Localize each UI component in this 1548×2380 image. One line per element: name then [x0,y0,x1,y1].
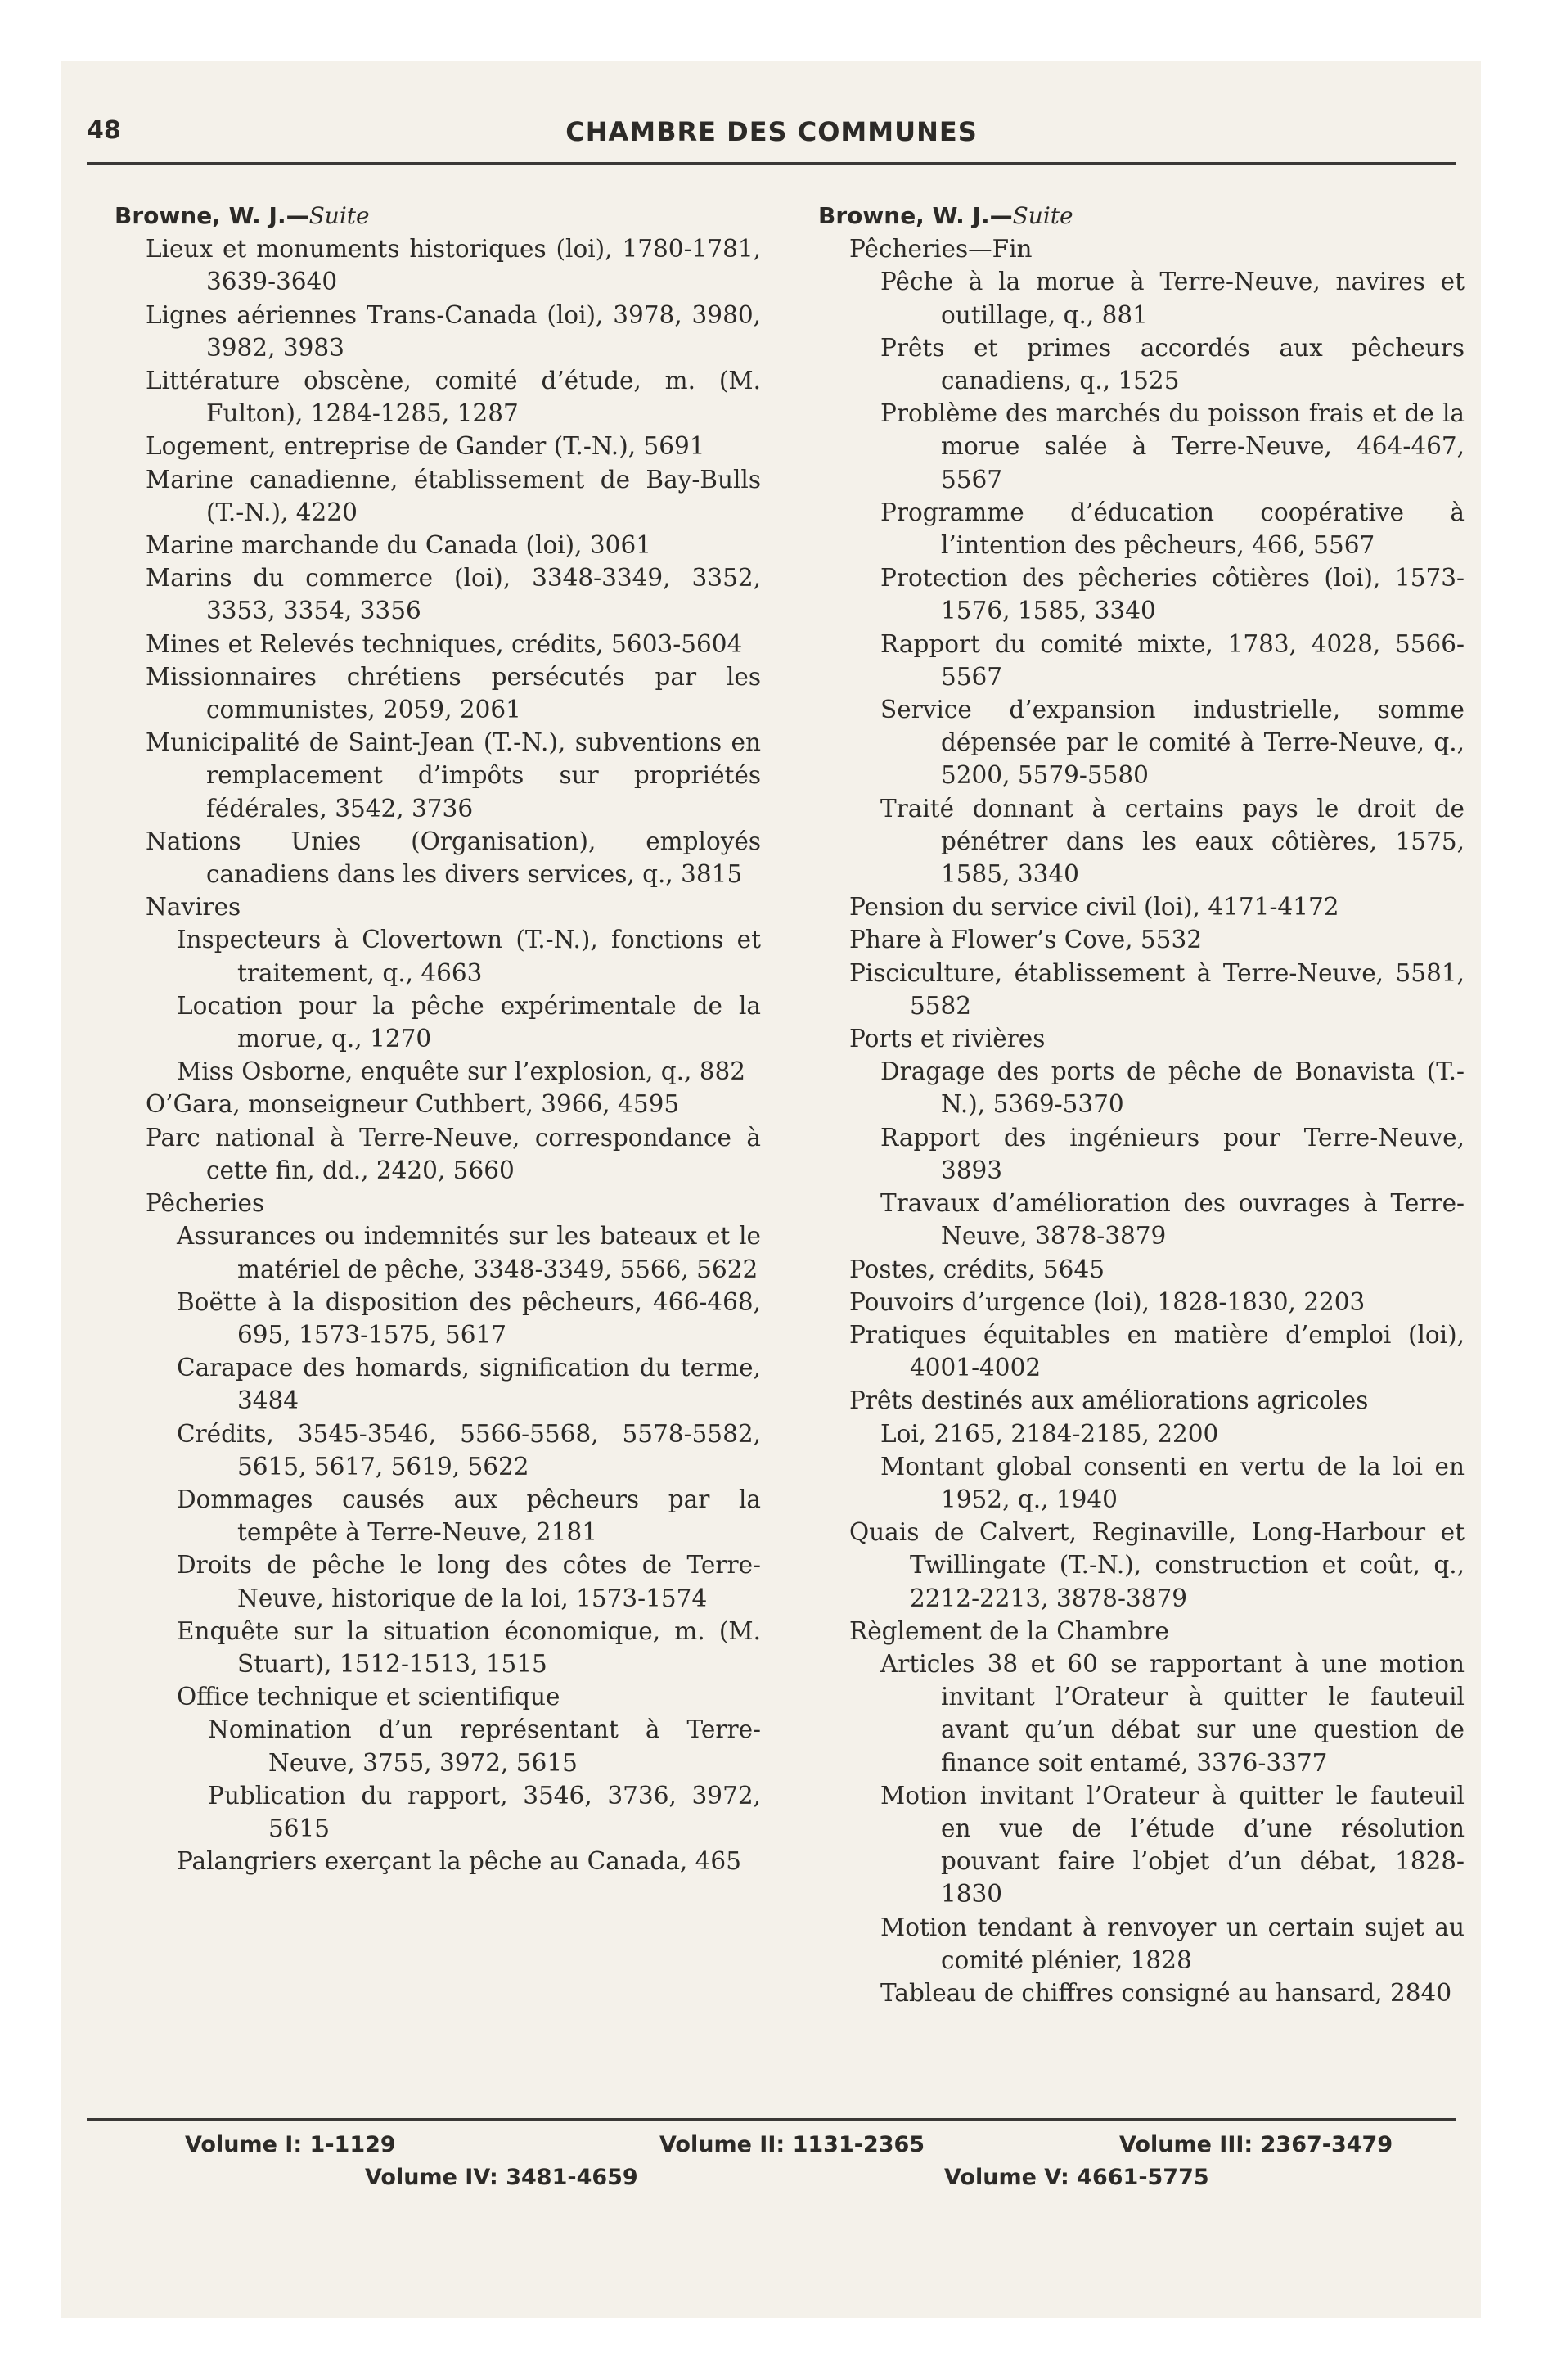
volume-5: Volume V: 4661-5775 [944,2165,1209,2190]
index-entry: Motion tendant à renvoyer un certain sujet au comité plénier, 1828 [880,1913,1465,1974]
index-entry: Marine canadienne, établissement de Bay-Bulls (T.-N.), 4220 [146,465,761,526]
index-entry: Motion invitant l’Orateur à quitter le fauteuil en vue de l’étude d’une résolution pouvant faire l’objet d’un débat, 1828-1830 [880,1781,1465,1909]
left-column [115,200,761,1877]
index-entry: Protection des pêcheries côtières (loi), 1573-1576, 1585, 3340 [880,564,1465,625]
running-title: CHAMBRE DES COMMUNES [565,116,978,147]
index-entry: Parc national à Terre-Neuve, correspondance à cette fin, dd., 2420, 5660 [146,1123,761,1184]
index-entry: Pêche à la morue à Terre-Neuve, navires et outillage, q., 881 [880,268,1465,329]
index-entry: Pension du service civil (loi), 4171-4172 [849,893,1339,922]
index-entry: Crédits, 3545-3546, 5566-5568, 5578-5582, 5615, 5617, 5619, 5622 [177,1419,761,1481]
page [61,61,1481,2318]
index-entry: Articles 38 et 60 se rapportant à une motion invitant l’Orateur à quitter le fauteuil avant qu’un débat sur une question de finance soit entamé, 3376-3377 [880,1649,1465,1777]
index-entry: Nomination d’un représentant à Terre-Neuve, 3755, 3972, 5615 [208,1715,761,1777]
index-entry: Quais de Calvert, Reginaville, Long-Harbour et Twillingate (T.-N.), construction et coût, q., 2212-2213, 3878-3879 [849,1518,1465,1612]
index-entry: Pêcheries [146,1189,265,1218]
index-entry: Loi, 2165, 2184-2185, 2200 [880,1419,1219,1448]
heading-continuation: Suite [308,202,370,229]
heading-name: Browne, W. J.— [115,202,309,229]
index-entry: O’Gara, monseigneur Cuthbert, 3966, 4595 [146,1090,680,1119]
index-entry: Publication du rapport, 3546, 3736, 3972, 5615 [208,1781,761,1842]
index-entry: Inspecteurs à Clovertown (T.-N.), fonctions et traitement, q., 4663 [177,926,761,987]
left-entries [115,232,761,1877]
index-entry: Office technique et scientifique [177,1683,560,1711]
index-entry: Règlement de la Chambre [849,1616,1169,1645]
index-entry: Miss Osborne, enquête sur l’explosion, q., 882 [177,1057,746,1086]
index-entry: Tableau de chiffres consigné au hansard, 2840 [880,1978,1452,2007]
index-entry: Montant global consenti en vertu de la loi en 1952, q., 1940 [880,1452,1465,1513]
volume-footer [87,2118,1456,2190]
index-entry: Traité donnant à certains pays le droit de pénétrer dans les eaux côtières, 1575, 1585, 3340 [880,794,1465,889]
index-entry: Marine marchande du Canada (loi), 3061 [146,531,651,560]
index-entry: Lieux et monuments historiques (loi), 1780-1781, 3639-3640 [146,235,761,296]
page-header [87,113,1456,165]
index-entry: Littérature obscène, comité d’étude, m. (M. Fulton), 1284-1285, 1287 [146,367,761,428]
page-number: 48 [87,116,121,145]
index-entry: Boëtte à la disposition des pêcheurs, 466-468, 695, 1573-1575, 5617 [177,1287,761,1349]
index-entry: Rapport des ingénieurs pour Terre-Neuve, 3893 [880,1123,1465,1184]
index-entry: Mines et Relevés techniques, crédits, 5603-5604 [146,629,743,658]
index-entry: Prêts et primes accordés aux pêcheurs canadiens, q., 1525 [880,333,1465,395]
heading-continuation: Suite [1012,202,1073,229]
index-entry: Pêcheries—Fin [849,235,1033,264]
index-entry: Enquête sur la situation économique, m. (M. Stuart), 1512-1513, 1515 [177,1616,761,1678]
index-entry: Service d’expansion industrielle, somme dépensée par le comité à Terre-Neuve, q., 5200, 5579-5580 [880,696,1465,790]
column-heading [818,200,1465,232]
index-entry: Travaux d’amélioration des ouvrages à Terre-Neuve, 3878-3879 [880,1189,1465,1251]
index-entry: Missionnaires chrétiens persécutés par les communistes, 2059, 2061 [146,662,761,724]
index-entry: Marins du commerce (loi), 3348-3349, 3352, 3353, 3354, 3356 [146,564,761,625]
right-entries [818,232,1465,2009]
index-entry: Logement, entreprise de Gander (T.-N.), 5691 [146,432,705,461]
index-entry: Dommages causés aux pêcheurs par la tempête à Terre-Neuve, 2181 [177,1485,761,1547]
index-entry: Phare à Flower’s Cove, 5532 [849,926,1202,954]
index-entry: Pratiques équitables en matière d’emploi (loi), 4001-4002 [849,1320,1465,1382]
index-entry: Municipalité de Saint-Jean (T.-N.), subventions en remplacement d’impôts sur propriétés fédérales, 3542, 3736 [146,728,761,823]
volume-3: Volume III: 2367-3479 [1119,2132,1393,2157]
index-entry: Problème des marchés du poisson frais et de la morue salée à Terre-Neuve, 464-467, 5567 [880,399,1465,494]
right-column [818,200,1465,2009]
heading-name: Browne, W. J.— [818,202,1013,229]
column-heading [115,200,761,232]
volume-4: Volume IV: 3481-4659 [365,2165,638,2190]
index-entry: Dragage des ports de pêche de Bonavista (T.-N.), 5369-5370 [880,1057,1465,1119]
index-entry: Navires [146,893,241,922]
volume-2: Volume II: 1131-2365 [659,2132,925,2157]
index-entry: Lignes aériennes Trans-Canada (loi), 3978, 3980, 3982, 3983 [146,300,761,362]
index-entry: Location pour la pêche expérimentale de la morue, q., 1270 [177,991,761,1053]
index-entry: Programme d’éducation coopérative à l’intention des pêcheurs, 466, 5567 [880,498,1465,560]
index-entry: Rapport du comité mixte, 1783, 4028, 5566-5567 [880,629,1465,691]
index-entry: Assurances ou indemnités sur les bateaux et le matériel de pêche, 3348-3349, 5566, 5622 [177,1222,761,1283]
index-entry: Nations Unies (Organisation), employés canadiens dans les divers services, q., 3815 [146,827,761,889]
index-entry: Ports et rivières [849,1025,1046,1053]
index-entry: Pisciculture, établissement à Terre-Neuve, 5581, 5582 [849,958,1465,1020]
index-entry: Prêts destinés aux améliorations agricoles [849,1386,1369,1415]
index-entry: Droits de pêche le long des côtes de Terre-Neuve, historique de la loi, 1573-1574 [177,1551,761,1612]
index-entry: Carapace des homards, signification du terme, 3484 [177,1354,761,1415]
index-entry: Palangriers exerçant la pêche au Canada, 465 [177,1847,741,1876]
index-entry: Postes, crédits, 5645 [849,1255,1105,1283]
volume-1: Volume I: 1-1129 [185,2132,396,2157]
index-entry: Pouvoirs d’urgence (loi), 1828-1830, 2203 [849,1287,1366,1316]
